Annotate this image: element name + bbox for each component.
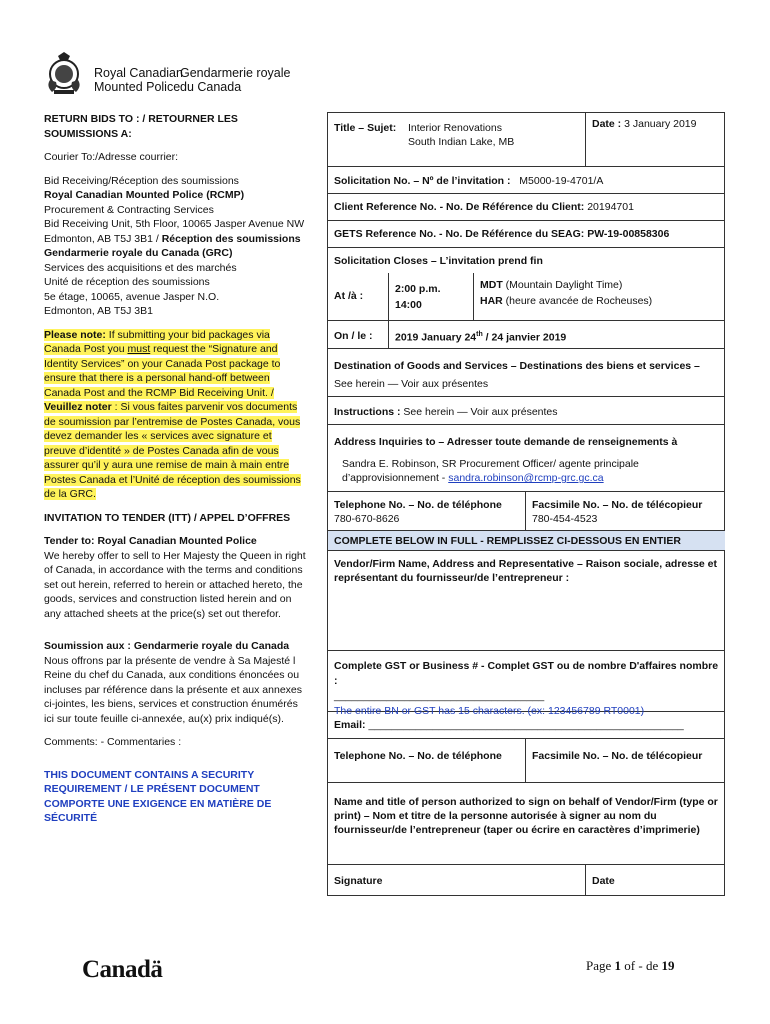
inquiries-cell [328, 425, 725, 492]
tz-en-name: (Mountain Daylight Time) [502, 279, 623, 291]
on-label: On / le : [328, 321, 388, 349]
org-name-fr [180, 66, 290, 94]
left-column [44, 112, 306, 826]
telephone-value: 780-670-8626 [334, 513, 400, 525]
closing-date-en: 2019 January 24 [395, 331, 477, 344]
timezone [474, 273, 725, 321]
address-line-en: Edmonton, AB T5J 3B1 / [44, 232, 162, 245]
address-line: Royal Canadian Mounted Police (RCMP) [44, 189, 245, 201]
address-line: Procurement & Contracting Services [44, 203, 214, 216]
address-line: Bid Receiving Unit, 5th Floor, 10065 Jasper Avenue NW [44, 218, 305, 230]
tender-body: We hereby offer to sell to Her Majesty the Queen in right of Canada, in accordance with the terms and conditions set out herein, referred to herein or attached hereto, the goods, services and construction listed herein and on any attached sheets at the price(s) set out therefor. [44, 549, 306, 620]
gst-note: The entire BN or GST has 15 characters. (ex: 123456789 RT0001) [334, 705, 645, 717]
closing-date-sup: th [476, 331, 483, 338]
date-label: Date : [592, 118, 625, 130]
page-label: Page [586, 958, 615, 973]
time-12h: 2:00 p.m. [395, 283, 441, 295]
courier-label: Courier To:/Adresse courrier: [44, 151, 179, 163]
destination-label: Destination of Goods and Services – Destinations des biens et services – [334, 360, 700, 372]
title-line2: South Indian Lake, MB [408, 136, 515, 148]
inquiries-contact-cont: d’approvisionnement - [342, 472, 449, 484]
soumission-body: Nous offrons par la présente de vendre à Sa Majesté l Reine du chef du Canada, aux conditions énoncées ou incluses par référence dans la présente et aux annexes ci-jointes, les biens, services et construction énumérés ici sur toute feuille ci-annexée, au(x) prix indiqué(s). [44, 654, 302, 725]
destination-value: See herein — Voir aux présentes [334, 378, 489, 390]
page-total: 19 [661, 958, 675, 973]
note-text: request the “Signature and Identity Services” on your Canada Post package to ensure that there is a personal hand-off between Canada Post and the RCMP Bid Receiving Unit. / [44, 343, 281, 399]
org-en-line1: Royal Canadian [94, 66, 183, 80]
email-label: Email: [334, 719, 369, 731]
telephone-label: Telephone No. – No. de téléphone [334, 499, 502, 511]
closing-time [388, 273, 474, 321]
fax-label: Facsimile No. – No. de télécopieur [532, 499, 703, 511]
bid-address [44, 174, 306, 319]
note-text-fr: : Si vous faites parvenir vos documents de soumission par l’entremise de Postes Canada, vous devez demander les « services avec signature et preuve d’identité » de Postes Canada afin de vous assurer qu’il y aura une remise de main à main entre Postes Canada et l’Unité de réception des soumissions de la GRC. [44, 401, 301, 500]
date-value: 3 January 2019 [624, 118, 697, 130]
inquiries-contact: Sandra E. Robinson, SR Procurement Officer/ agente principale [342, 458, 639, 470]
org-en-line2: Mounted Police [94, 80, 181, 94]
solicitation-value: M5000-19-4701/A [519, 175, 604, 187]
address-line: Services des acquisitions et des marchés [44, 261, 237, 274]
tender-to-label: Tender to: Royal Canadian Mounted Police [44, 535, 257, 547]
title-cell [328, 113, 586, 167]
page-of-label: of - de [621, 958, 662, 973]
solicitation-label: Solicitation No. – Nº de l’invitation : [334, 175, 511, 187]
gst-label: Complete GST or Business # - Complet GST ou de nombre D'affaires nombre : [334, 660, 719, 687]
comments-label: Comments: - Commentaries : [44, 736, 182, 748]
gets-ref-cell: GETS Reference No. - No. De Référence du SEAG: PW-19-00858306 [328, 221, 725, 248]
vendor-field[interactable]: Vendor/Firm Name, Address and Representative – Raison sociale, adresse et représentant du fournisseur/de l’entrepreneur : [328, 551, 725, 651]
note-fr-label: Veuillez noter [44, 401, 112, 413]
date-cell [586, 113, 725, 167]
at-label: At /à : [328, 273, 388, 321]
client-ref-value: 20194701 [587, 201, 634, 213]
email-field[interactable] [328, 712, 725, 739]
closing-date [388, 321, 725, 349]
time-24h: 14:00 [395, 299, 422, 311]
signature-field[interactable]: Signature [328, 865, 586, 895]
address-line [44, 232, 306, 247]
tz-fr-abbr: HAR [480, 295, 503, 307]
fax-value: 780-454-4523 [532, 513, 598, 525]
tz-fr-name: (heure avancée de Rocheuses) [502, 295, 653, 307]
instructions-label: Instructions : [334, 406, 401, 418]
complete-below-banner: COMPLETE BELOW IN FULL - REMPLISSEZ CI-DESSOUS EN ENTIER [328, 531, 725, 551]
gst-blank-line[interactable]: ____________________________________ [334, 690, 545, 702]
fax-cell [526, 492, 725, 531]
itt-title: INVITATION TO TENDER (ITT) / APPEL D’OFFRES [44, 511, 291, 524]
client-ref-cell [328, 194, 725, 221]
org-name-en [94, 66, 183, 94]
closes-cell: Solicitation Closes – L’invitation prend fin [334, 255, 543, 267]
page-number [586, 958, 674, 974]
security-notice: THIS DOCUMENT CONTAINS A SECURITY REQUIREMENT / LE PRÉSENT DOCUMENT COMPORTE UNE EXIGENCE EN MATIÈRE DE SÉCURITÉ [44, 768, 272, 824]
vendor-fax-field[interactable]: Facsimile No. – No. de télécopieur [526, 739, 725, 783]
gst-field[interactable] [328, 651, 725, 717]
org-fr-line1: Gendarmerie royale [180, 66, 291, 80]
note-label: Please note: [44, 328, 106, 341]
org-fr-line2: du Canada [180, 80, 242, 94]
return-bids-title: RETURN BIDS TO : / RETOURNER LES SOUMISSIONS A: [44, 113, 238, 140]
page-current: 1 [614, 958, 622, 973]
canada-wordmark: Canadä [82, 956, 163, 983]
client-ref-label: Client Reference No. - No. De Référence du Client: [334, 201, 588, 213]
instructions-value: See herein — Voir aux présentes [400, 406, 558, 418]
note-text: If submitting your bid packages via Canada Post you [44, 328, 270, 355]
soumission-label: Soumission aux : Gendarmerie royale du Canada [44, 640, 290, 652]
title-line1: Interior Renovations [408, 122, 502, 134]
vendor-telephone-field[interactable]: Telephone No. – No. de téléphone [328, 739, 526, 783]
address-line: 5e étage, 10065, avenue Jasper N.O. [44, 290, 220, 303]
signature-date-field[interactable]: Date [592, 875, 615, 887]
note-must: must [127, 343, 151, 355]
form-grid [327, 112, 725, 896]
tz-en-abbr: MDT [480, 279, 503, 291]
solicitation-cell [328, 167, 725, 194]
closing-date-fr: / 24 janvier 2019 [482, 331, 567, 344]
telephone-cell [328, 492, 526, 531]
address-line: Gendarmerie royale du Canada (GRC) [44, 247, 233, 259]
email-blank-line[interactable]: ______________________________________________________ [368, 719, 684, 731]
inquiries-label: Address Inquiries to – Adresser toute demande de renseignements à [334, 436, 678, 448]
address-line-fr: Réception des soumissions [161, 232, 301, 245]
title-label: Title – Sujet: [334, 122, 397, 134]
address-line: Edmonton, AB T5J 3B1 [44, 305, 153, 317]
address-line: Bid Receiving/Réception des soumissions [44, 174, 239, 187]
inquiries-email-link[interactable]: sandra.robinson@rcmp-grc.gc.ca [448, 472, 604, 484]
address-line: Unité de réception des soumissions [44, 276, 210, 288]
destination-cell [328, 349, 725, 397]
rcmp-crest-icon [44, 50, 84, 96]
instructions-cell [328, 397, 725, 425]
canada-post-note [44, 328, 306, 502]
authorized-name-field[interactable]: Name and title of person authorized to sign on behalf of Vendor/Firm (type or print) – Nom et titre de la personne autorisée à signer au nom du fournisseur/de l’entrepreneur (taper ou écrire en caractères d’imprimerie) [328, 783, 725, 865]
